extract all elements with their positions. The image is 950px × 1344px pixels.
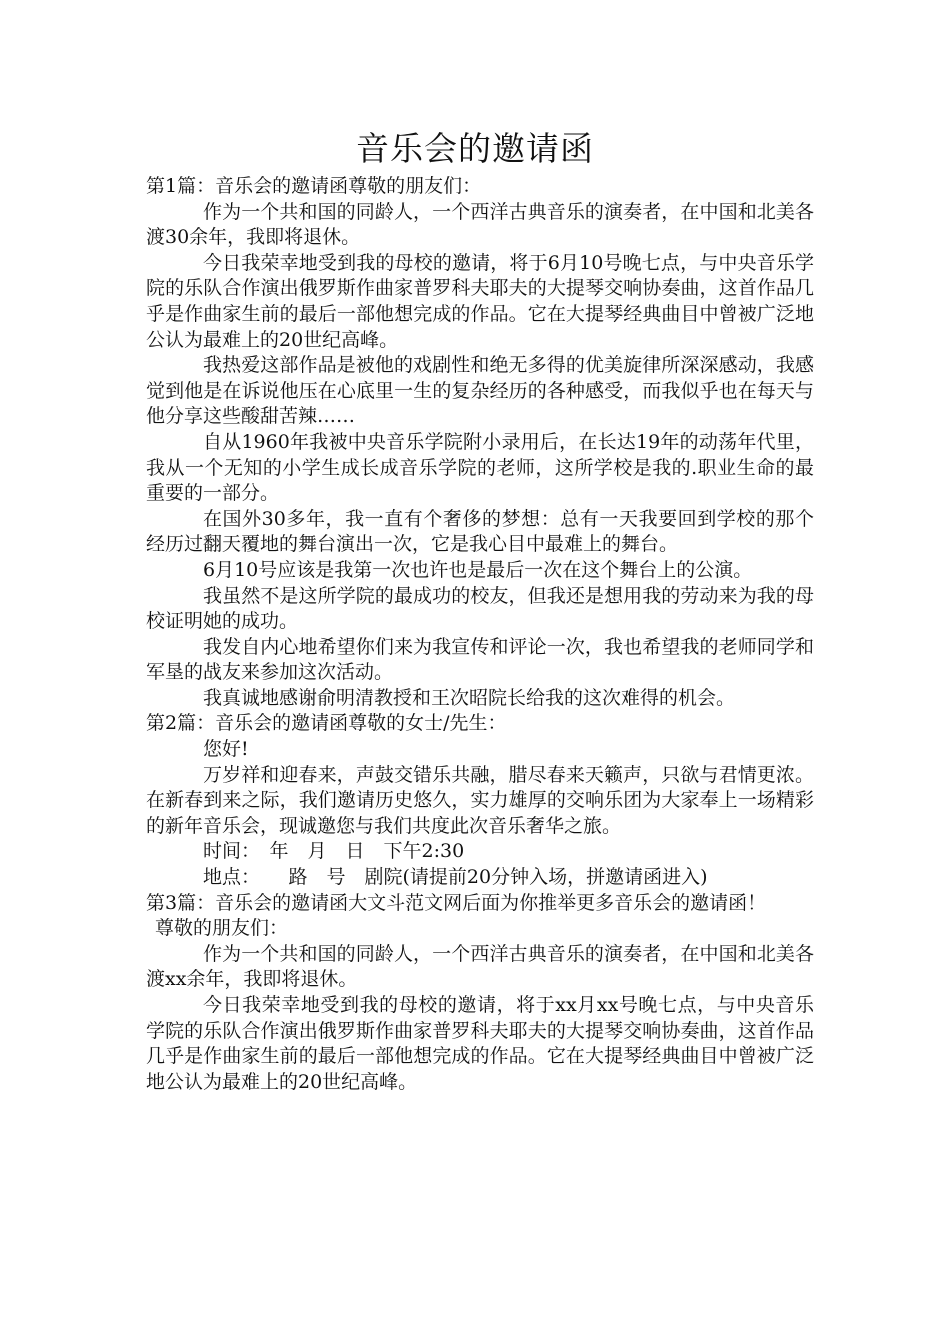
- paragraph: 作为一个共和国的同龄人，一个西洋古典音乐的演奏者，在中国和北美各渡xx余年，我即将退休。: [146, 942, 814, 991]
- paragraph: 今日我荣幸地受到我的母校的邀请，将于xx月xx号晚七点，与中央音乐学院的乐队合作演出俄罗斯作曲家普罗科夫耶夫的大提琴交响协奏曲，这首作品几乎是作曲家生前的最后一部他想完成的作品。它在大提琴经典曲目中曾被广泛地公认为最难上的20世纪高峰。: [146, 994, 814, 1093]
- section-heading: 第2篇：音乐会的邀请函尊敬的女士/先生：: [146, 712, 507, 735]
- paragraph: 我发自内心地希望你们来为我宣传和评论一次，我也希望我的老师同学和军垦的战友来参加这次活动。: [146, 635, 814, 684]
- paragraph: 我虽然不是这所学院的最成功的校友，但我还是想用我的劳动来为我的母校证明她的成功。: [146, 584, 814, 633]
- paragraph: 我真诚地感谢俞明清教授和王次昭院长给我的这次难得的机会。: [203, 686, 736, 709]
- document-title: 音乐会的邀请函: [356, 129, 594, 168]
- paragraph: 自从1960年我被中央音乐学院附小录用后，在长达19年的动荡年代里，我从一个无知的小学生成长成音乐学院的老师，这所学校是我的.职业生命的最重要的一部分。: [146, 430, 814, 505]
- event-location: 地点： 路 号 剧院(请提前20分钟入场，拼邀请函进入): [203, 866, 708, 889]
- paragraph: 万岁祥和迎春来，声鼓交错乐共融，腊尽春来天籁声，只欲与君情更浓。在新春到来之际，我们邀请历史悠久，实力雄厚的交响乐团为大家奉上一场精彩的新年音乐会，现诚邀您与我们共度此次音乐奢华之旅。: [146, 763, 814, 837]
- document-body: [146, 174, 814, 1095]
- event-time: 时间： 年 月 日 下午2:30: [203, 840, 465, 863]
- greeting: 您好!: [203, 738, 249, 761]
- paragraph: 在国外30多年，我一直有个奢侈的梦想：总有一天我要回到学校的那个经历过翻天覆地的舞台演出一次，它是我心目中最难上的舞台。: [146, 507, 814, 556]
- paragraph: 今日我荣幸地受到我的母校的邀请，将于6月10号晚七点，与中央音乐学院的乐队合作演出俄罗斯作曲家普罗科夫耶夫的大提琴交响协奏曲，这首作品几乎是作曲家生前的最后一部他想完成的作品。它在大提琴经典曲目中曾被广泛地公认为最难上的20世纪高峰。: [146, 251, 814, 351]
- section-heading: 第3篇：音乐会的邀请函大文斗范文网后面为你推举更多音乐会的邀请函！: [146, 891, 767, 914]
- paragraph: 6月10号应该是我第一次也许也是最后一次在这个舞台上的公演。: [203, 558, 753, 581]
- section-heading: 第1篇：音乐会的邀请函尊敬的朋友们：: [146, 175, 482, 197]
- paragraph: 我热爱这部作品是被他的戏剧性和绝无多得的优美旋律所深深感动，我感觉到他是在诉说他压在心底里一生的复杂经历的各种感受，而我似乎也在每天与他分享这些酸甜苦辣……: [146, 354, 814, 428]
- paragraph: 作为一个共和国的同龄人，一个西洋古典音乐的演奏者，在中国和北美各渡30余年，我即将退休。: [146, 200, 814, 249]
- salutation: 尊敬的朋友们：: [155, 917, 289, 940]
